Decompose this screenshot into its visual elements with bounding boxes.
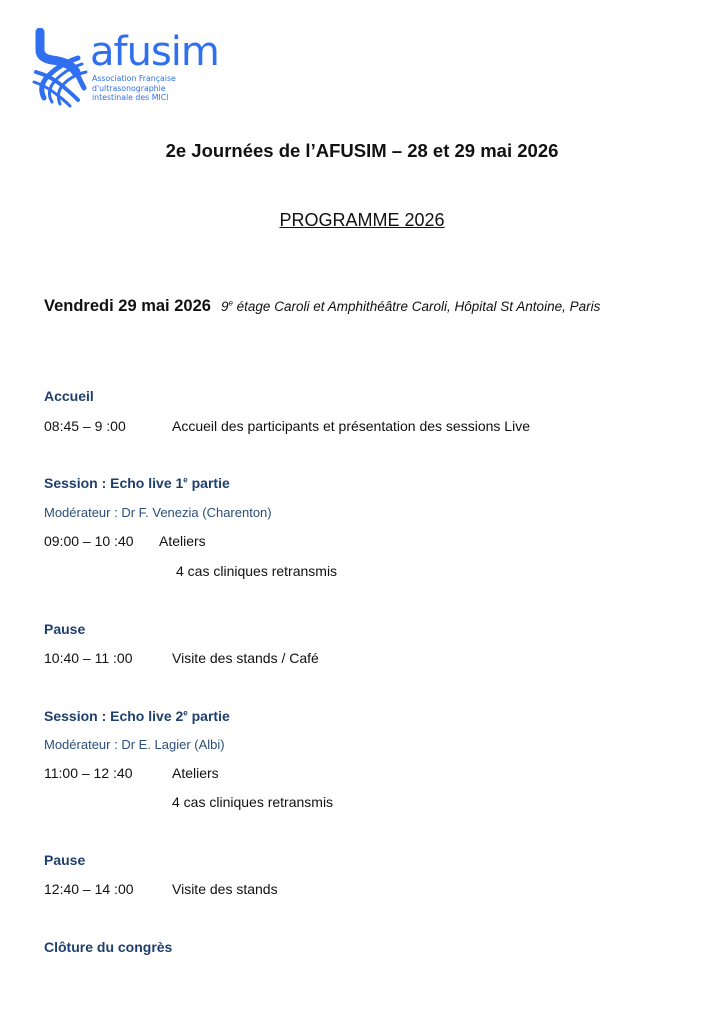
- afusim-logo: [30, 28, 240, 108]
- activity: Ateliers: [159, 533, 206, 549]
- logo-wordmark: afusim: [90, 29, 219, 75]
- moderator: Modérateur : Dr E. Lagier (Albi): [44, 737, 225, 752]
- section-heading-session-1: Session : Echo live 1e partie: [44, 475, 230, 491]
- activity-detail: 4 cas cliniques retransmis: [172, 794, 334, 810]
- section-heading-closing: Clôture du congrès: [44, 939, 173, 955]
- moderator: Modérateur : Dr F. Venezia (Charenton): [44, 505, 272, 520]
- day-header: [44, 297, 600, 316]
- logo-subtitle: [92, 74, 176, 103]
- day-location: 9e étage Caroli et Amphithéâtre Caroli, Hôpital St Antoine, Paris: [220, 298, 601, 314]
- logo-subtitle-line: d'ultrasonographie: [92, 83, 166, 93]
- intestine-logo-icon: [30, 28, 90, 108]
- programme-heading: PROGRAMME 2026: [279, 210, 445, 230]
- program-row: [44, 533, 206, 549]
- activity: Visite des stands: [172, 881, 278, 897]
- section-heading-session-2: Session : Echo live 2e partie: [44, 708, 230, 724]
- time-slot: 11:00 – 12 :40: [44, 765, 133, 781]
- time-slot: 12:40 – 14 :00: [44, 881, 134, 897]
- day-label: Vendredi 29 mai 2026: [44, 297, 211, 315]
- time-slot: 10:40 – 11 :00: [44, 650, 133, 666]
- program-row: [44, 418, 530, 434]
- document-title: 2e Journées de l’AFUSIM – 28 et 29 mai 2026: [165, 140, 559, 161]
- program-row: [44, 881, 278, 897]
- section-heading-accueil: Accueil: [44, 388, 94, 404]
- section-heading-pause: Pause: [44, 852, 86, 868]
- section-heading-pause: Pause: [44, 621, 86, 637]
- activity: Visite des stands / Café: [172, 650, 319, 666]
- logo-subtitle-line: intestinale des MICI: [92, 93, 169, 102]
- activity: Ateliers: [172, 765, 219, 781]
- time-slot: 09:00 – 10 :40: [44, 533, 134, 549]
- activity: Accueil des participants et présentation des sessions Live: [172, 418, 530, 434]
- program-row: [44, 765, 219, 781]
- time-slot: 08:45 – 9 :00: [44, 418, 126, 434]
- activity-detail: 4 cas cliniques retransmis: [176, 563, 338, 579]
- logo-subtitle-line: Association Française: [92, 74, 176, 83]
- program-row: [44, 650, 319, 666]
